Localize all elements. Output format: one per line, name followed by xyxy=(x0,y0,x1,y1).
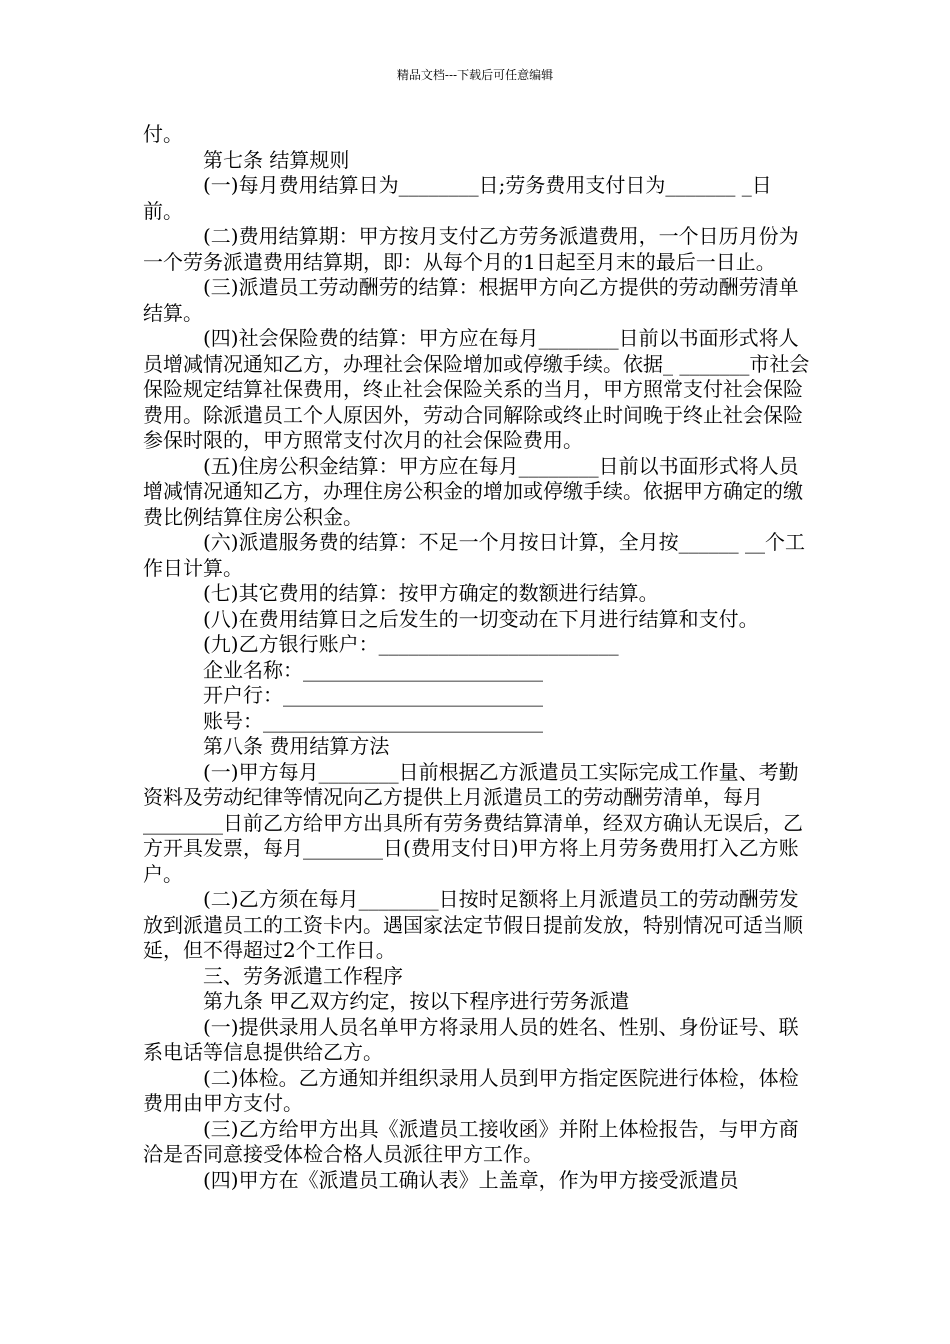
page-header: 精品文档---下载后可任意编辑 xyxy=(396,68,554,82)
form-line-bank-account: (九)乙方银行账户：________________________ xyxy=(203,632,619,656)
form-line-bank-branch: 开户行：__________________________ xyxy=(203,683,543,707)
section-heading: 第七条 结算规则 xyxy=(203,147,350,172)
paragraph: (四)社会保险费的结算：甲方应在每月________日前以书面形式将人员增减情况通知乙方，办理社会保险增加或停缴手续。依据_ _______市社会保险规定结算社保费用，终止社会保险关系的当月，甲方照常支付社会保险费用。除派遣员工个人原因外，劳动合同解除或终止时间晚于终止社会保险参保时限的，甲方照常支付次月的社会保险费用。 xyxy=(143,326,810,452)
paragraph: (三)派遣员工劳动酬劳的结算：根据甲方向乙方提供的劳动酬劳清单结算。 xyxy=(143,275,799,325)
paragraph: 付。 xyxy=(143,122,183,146)
paragraph: (五)住房公积金结算：甲方应在每月________日前以书面形式将人员增减情况通知乙方，办理住房公积金的增加或停缴手续。依据甲方确定的缴费比例结算住房公积金。 xyxy=(143,453,803,529)
paragraph: (二)体检。乙方通知并组织录用人员到甲方指定医院进行体检，体检费用由甲方支付。 xyxy=(143,1065,799,1115)
paragraph: (一)甲方每月________日前根据乙方派遣员工实际完成工作量、考勤资料及劳动纪律等情况向乙方提供上月派遣员工的劳动酬劳清单，每月________日前乙方给甲方出具所有劳务费结算清单，经双方确认无误后，乙方开具发票，每月________日(费用支付日)甲方将上月劳务费用打入乙方账户。 xyxy=(143,759,803,886)
paragraph: (二)费用结算期：甲方按月支付乙方劳务派遣费用，一个日历月份为一个劳务派遣费用结算期，即：从每个月的1日起至月末的最后一日止。 xyxy=(143,224,799,274)
form-line-account-number: 账号：____________________________ xyxy=(203,708,543,733)
paragraph: (一)提供录用人员名单甲方将录用人员的姓名、性别、身份证号、联系电话等信息提供给乙方。 xyxy=(143,1014,799,1064)
section-heading: 第八条 费用结算方法 xyxy=(203,734,390,758)
paragraph: (七)其它费用的结算：按甲方确定的数额进行结算。 xyxy=(203,581,659,605)
paragraph: (三)乙方给甲方出具《派遣员工接收函》并附上体检报告，与甲方商洽是否同意接受体检合格人员派往甲方工作。 xyxy=(143,1116,799,1166)
paragraph: (二)乙方须在每月________日按时足额将上月派遣员工的劳动酬劳发放到派遣员工的工资卡内。遇国家法定节假日提前发放，特别情况可适当顺延，但不得超过2个工作日。 xyxy=(143,887,803,962)
form-line-company-name: 企业名称：________________________ xyxy=(203,657,543,682)
paragraph: (一)每月费用结算日为________日;劳务费用支付日为_______ _日前。 xyxy=(143,173,772,223)
paragraph: (六)派遣服务费的结算：不足一个月按日计算，全月按______ __个工作日计算。 xyxy=(143,530,805,580)
section-heading: 第九条 甲乙双方约定，按以下程序进行劳务派遣 xyxy=(203,989,630,1013)
chapter-heading: 三、劳务派遣工作程序 xyxy=(203,963,403,988)
paragraph: (四)甲方在《派遣员工确认表》上盖章，作为甲方接受派遣员 xyxy=(203,1167,739,1192)
paragraph: (八)在费用结算日之后发生的一切变动在下月进行结算和支付。 xyxy=(203,606,759,631)
document-body xyxy=(143,122,811,1193)
